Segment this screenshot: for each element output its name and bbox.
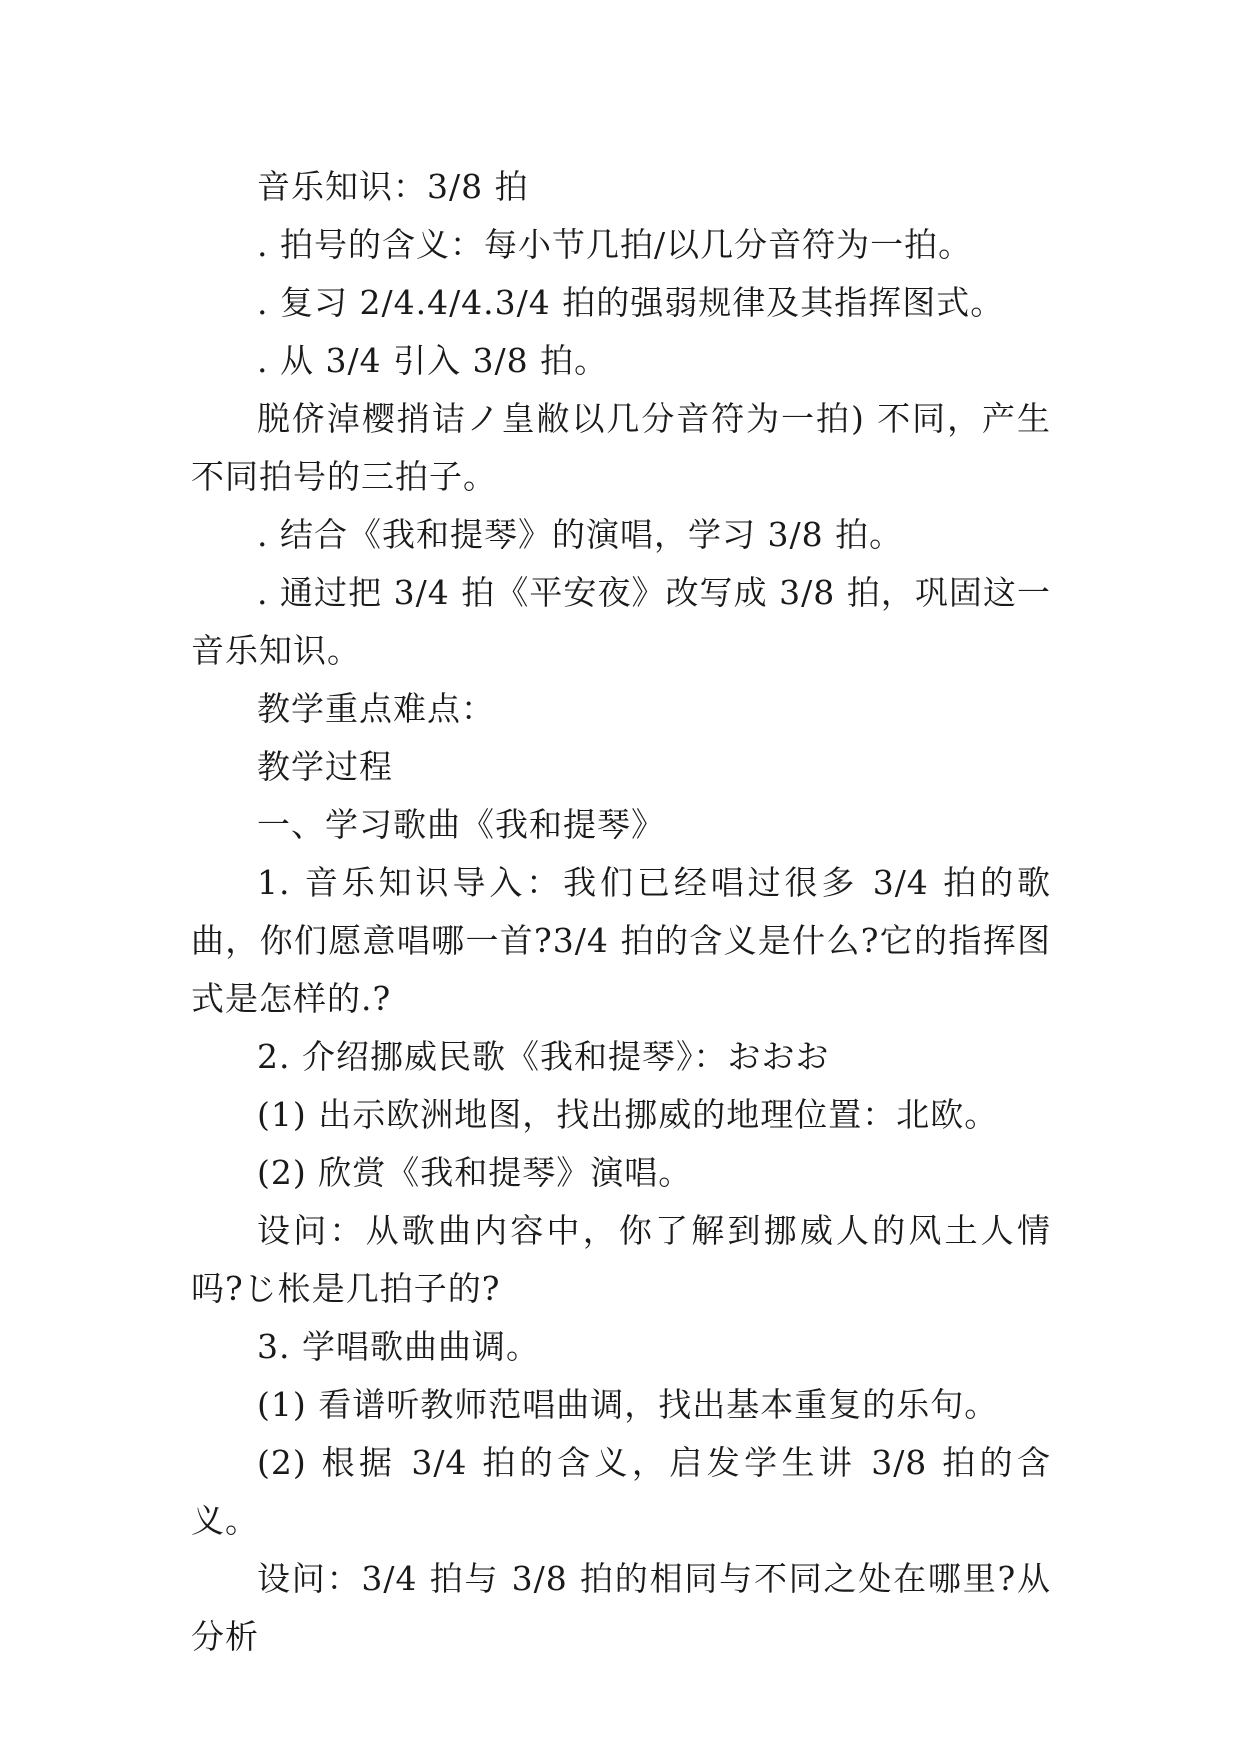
- paragraph-appreciate-singing: (2) 欣赏《我和提琴》演唱。: [257, 1153, 693, 1192]
- paragraph-review-meters: . 复习 2/4.4/4.3/4 拍的强弱规律及其指挥图式。: [257, 283, 1005, 322]
- paragraph-introduce-3-8: . 从 3/4 引入 3/8 拍。: [257, 341, 609, 380]
- paragraph-question-compare: 设问：3/4 拍与 3/8 拍的相同与不同之处在哪里?从分析: [191, 1559, 1051, 1656]
- paragraph-show-europe-map: (1) 出示欧洲地图，找出挪威的地理位置：北欧。: [257, 1095, 999, 1134]
- paragraph-knowledge-intro: 1. 音乐知识导入：我们已经唱过很多 3/4 拍的歌曲，你们愿意唱哪一首?3/4 拍的含义是什么?它的指挥图式是怎样的.?: [191, 863, 1051, 1018]
- paragraph-listen-melody: (1) 看谱听教师范唱曲调，找出基本重复的乐句。: [257, 1385, 999, 1424]
- paragraph-explain-3-8: (2) 根据 3/4 拍的含义，启发学生讲 3/8 拍的含义。: [191, 1443, 1051, 1540]
- document-body: [191, 158, 1051, 1666]
- paragraph-question-customs: 设问：从歌曲内容中，你了解到挪威人的风土人情吗?じ枨是几拍子的?: [191, 1211, 1051, 1308]
- paragraph-introduce-folk-song: 2. 介绍挪威民歌《我和提琴》：おおお: [257, 1037, 830, 1076]
- paragraph-rewrite-silent-night: . 通过把 3/4 拍《平安夜》改写成 3/8 拍，巩固这一音乐知识。: [191, 573, 1051, 670]
- paragraph-time-signature-meaning: . 拍号的含义：每小节几拍/以几分音符为一拍。: [257, 225, 973, 264]
- paragraph-learn-melody: 3. 学唱歌曲曲调。: [257, 1327, 540, 1366]
- paragraph-teaching-process: 教学过程: [257, 747, 393, 786]
- paragraph-key-points: 教学重点难点：: [257, 689, 495, 728]
- paragraph-different-meters: 脱侪淖樱捎诘ノ皇敝以几分音符为一拍) 不同，产生不同拍号的三拍子。: [191, 399, 1051, 496]
- paragraph-combine-singing: . 结合《我和提琴》的演唱，学习 3/8 拍。: [257, 515, 904, 554]
- paragraph-music-knowledge: 音乐知识：3/8 拍: [257, 167, 529, 206]
- section-heading-learn-song: 一、学习歌曲《我和提琴》: [257, 805, 665, 844]
